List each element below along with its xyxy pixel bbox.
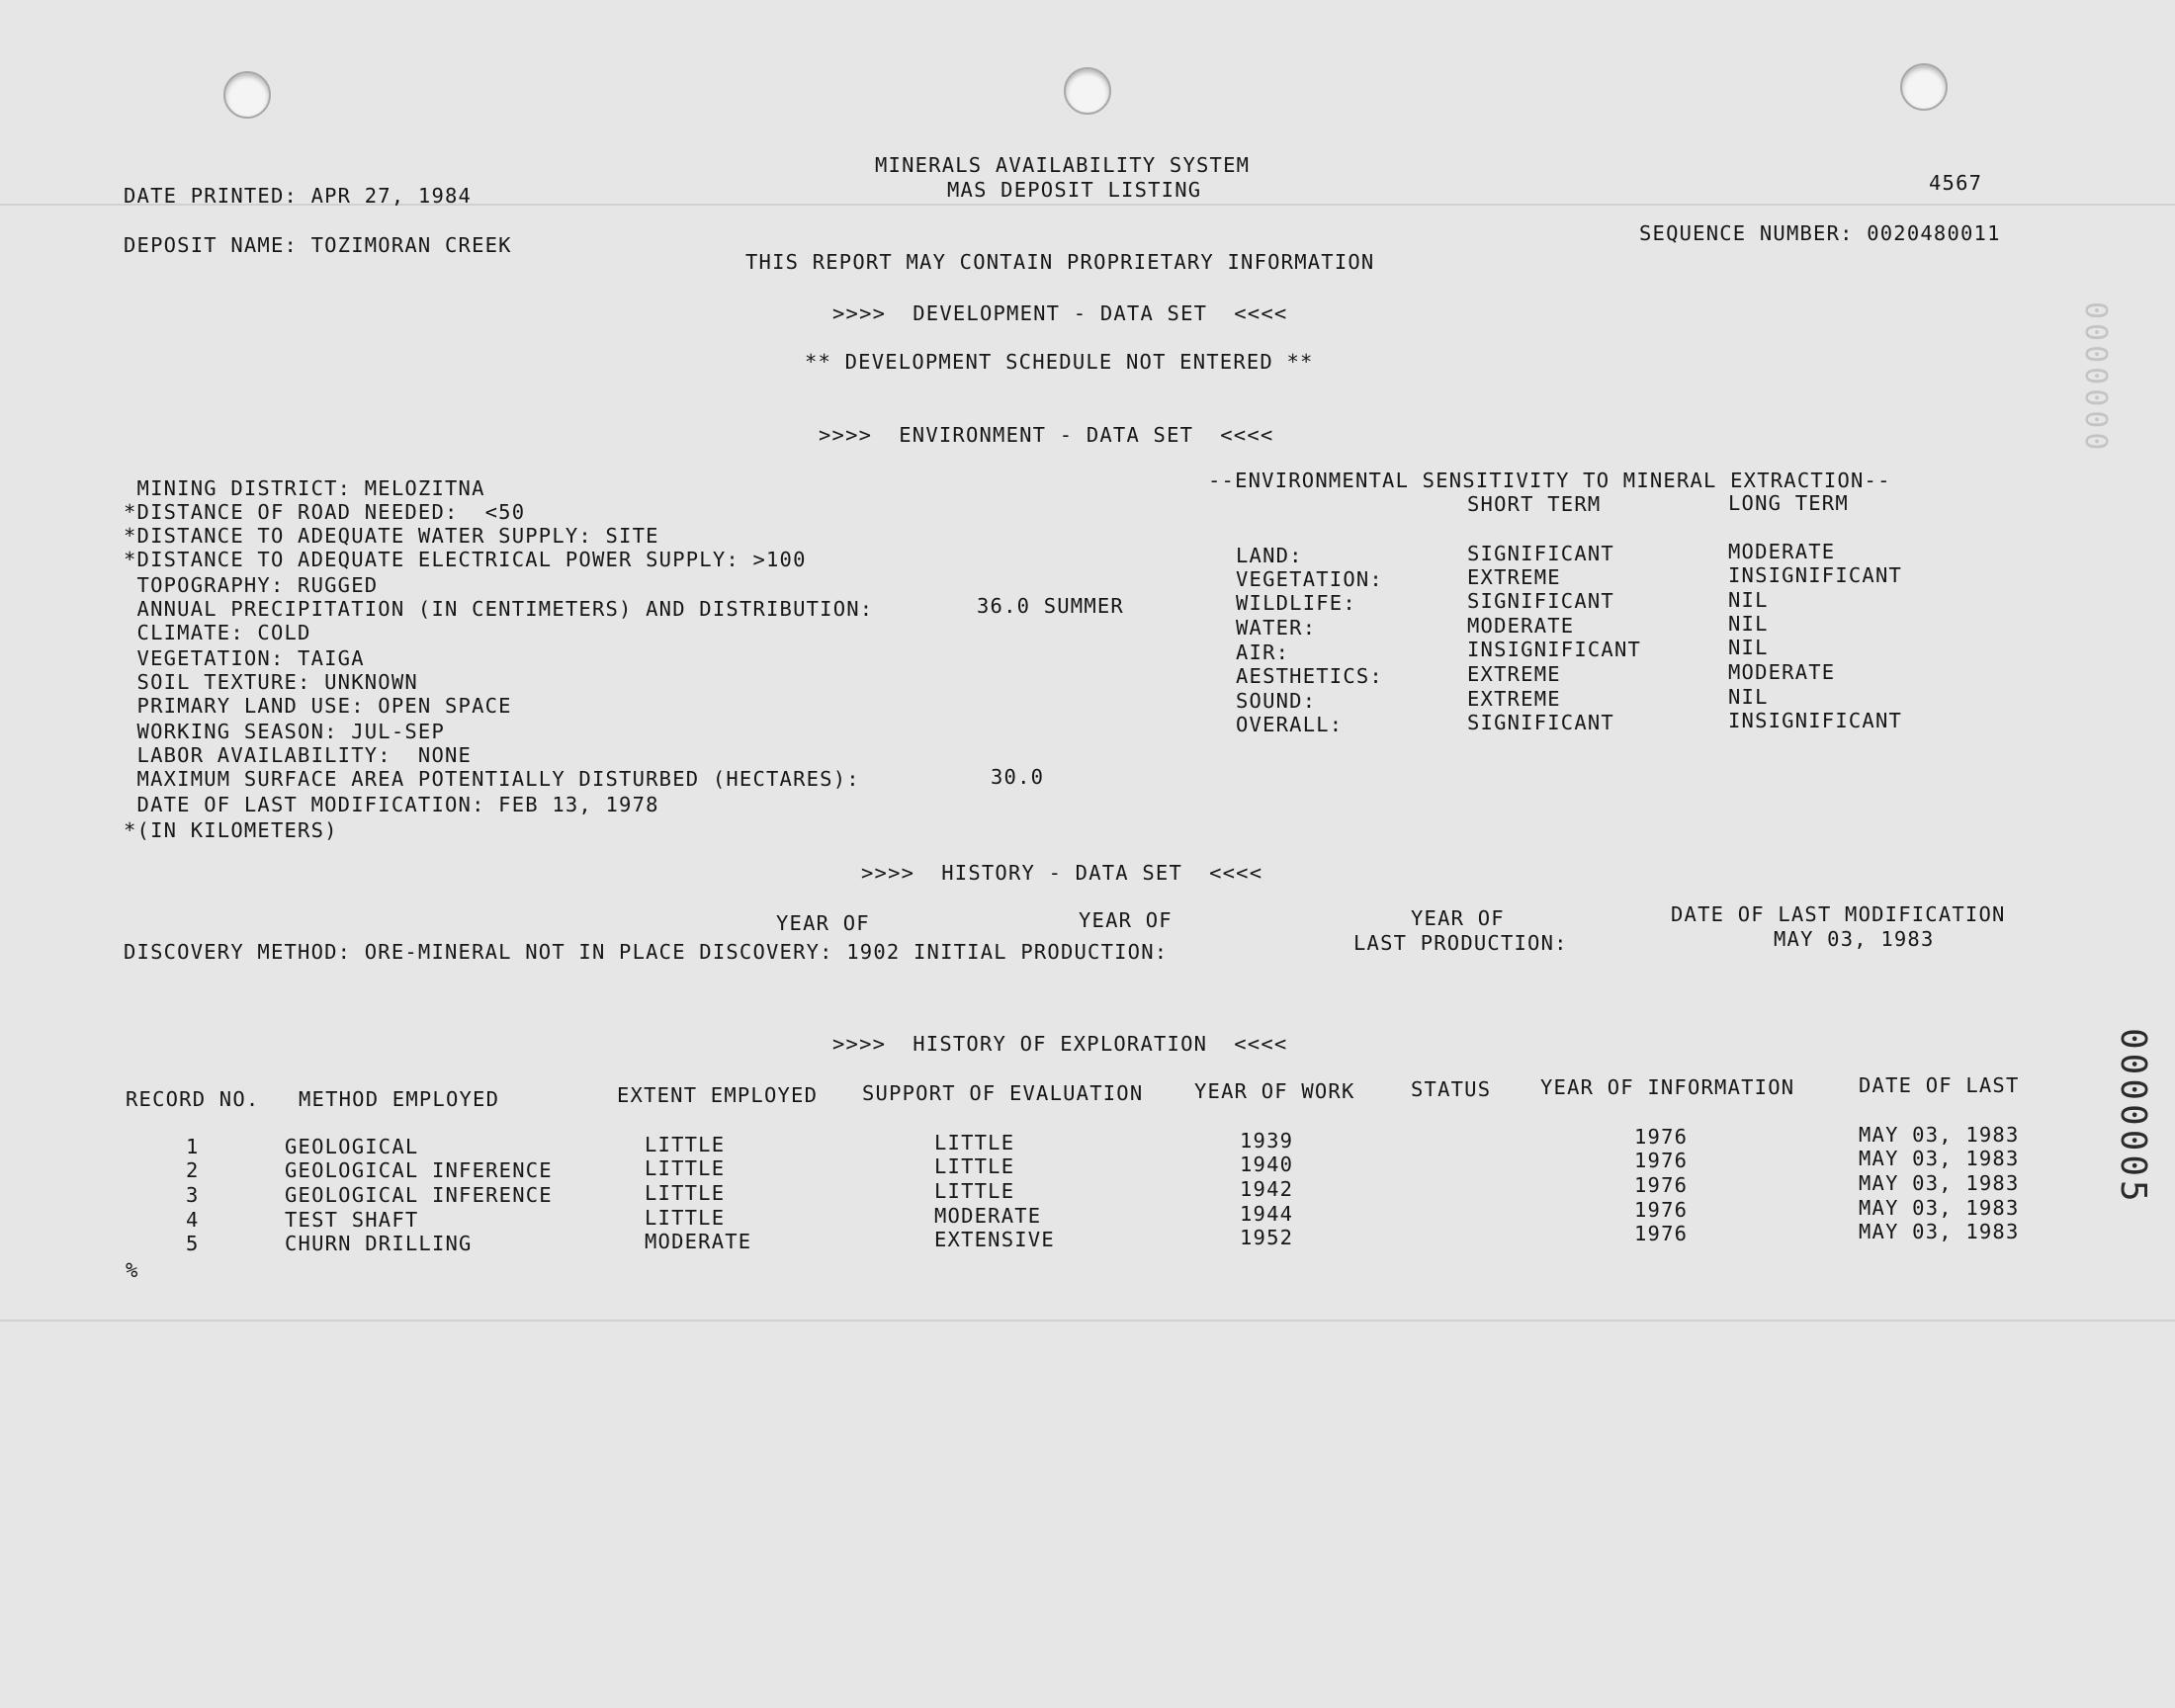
table-cell-info: 1976 — [1634, 1149, 1689, 1172]
environment-line: SOIL TEXTURE: UNKNOWN — [124, 670, 418, 694]
system-title: MINERALS AVAILABILITY SYSTEM — [875, 153, 1251, 177]
col-support: SUPPORT OF EVALUATION — [862, 1081, 1144, 1105]
year-of-initial-production-label: YEAR OF — [1079, 908, 1173, 932]
environment-line: CLIMATE: COLD — [124, 621, 311, 644]
sensitivity-label: VEGETATION: — [1236, 567, 1383, 591]
surface-area-value: 30.0 — [991, 765, 1045, 789]
col-year-work: YEAR OF WORK — [1194, 1079, 1355, 1103]
table-cell-no: 3 — [186, 1183, 200, 1207]
sensitivity-title: --ENVIRONMENTAL SENSITIVITY TO MINERAL EXTRACTION-- — [1208, 469, 1891, 492]
sensitivity-short: SIGNIFICANT — [1467, 711, 1614, 734]
table-cell-date: MAY 03, 1983 — [1859, 1147, 2020, 1170]
listing-title: MAS DEPOSIT LISTING — [947, 178, 1202, 202]
table-cell-method: GEOLOGICAL INFERENCE — [285, 1183, 553, 1207]
sensitivity-short: SIGNIFICANT — [1467, 589, 1614, 613]
margin-stamp-upper: 0000000 — [2078, 301, 2113, 455]
table-cell-extent: LITTLE — [645, 1156, 726, 1180]
sensitivity-label: AIR: — [1236, 640, 1290, 664]
deposit-name: DEPOSIT NAME: TOZIMORAN CREEK — [124, 233, 512, 257]
sensitivity-long: MODERATE — [1728, 660, 1836, 684]
sensitivity-long: MODERATE — [1728, 540, 1836, 563]
sensitivity-short: EXTREME — [1467, 662, 1561, 686]
table-cell-year: 1942 — [1240, 1177, 1294, 1201]
binder-hole-center — [1064, 67, 1111, 115]
environment-line: WORKING SEASON: JUL-SEP — [124, 720, 446, 743]
environment-line: PRIMARY LAND USE: OPEN SPACE — [124, 694, 512, 718]
col-record-no: RECORD NO. — [126, 1087, 260, 1111]
table-cell-method: CHURN DRILLING — [285, 1232, 473, 1255]
table-cell-support: MODERATE — [934, 1204, 1042, 1228]
sensitivity-short: EXTREME — [1467, 687, 1561, 711]
table-cell-info: 1976 — [1634, 1222, 1689, 1245]
table-cell-info: 1976 — [1634, 1198, 1689, 1222]
table-cell-method: GEOLOGICAL — [285, 1135, 419, 1158]
environment-line: *DISTANCE OF ROAD NEEDED: <50 — [124, 500, 526, 524]
sensitivity-short: EXTREME — [1467, 565, 1561, 589]
col-extent: EXTENT EMPLOYED — [617, 1083, 819, 1107]
table-cell-year: 1940 — [1240, 1153, 1294, 1176]
proprietary-notice: THIS REPORT MAY CONTAIN PROPRIETARY INFORMATION — [745, 250, 1375, 274]
binder-hole-right — [1900, 63, 1948, 111]
environment-line: *DISTANCE TO ADEQUATE WATER SUPPLY: SITE — [124, 524, 659, 548]
table-cell-support: LITTLE — [934, 1179, 1015, 1203]
table-cell-date: MAY 03, 1983 — [1859, 1171, 2020, 1195]
development-heading: >>>> DEVELOPMENT - DATA SET <<<< — [832, 301, 1288, 325]
table-cell-info: 1976 — [1634, 1173, 1689, 1197]
sensitivity-short: SIGNIFICANT — [1467, 542, 1614, 565]
table-cell-info: 1976 — [1634, 1125, 1689, 1149]
margin-stamp-lower: 0000005 — [2113, 1028, 2153, 1206]
sensitivity-label: LAND: — [1236, 544, 1303, 567]
col-date-last: DATE OF LAST — [1859, 1073, 2020, 1097]
discovery-line: DISCOVERY METHOD: ORE-MINERAL NOT IN PLACE DISCOVERY: 1902 INITIAL PRODUCTION: — [124, 940, 1169, 964]
sensitivity-short: MODERATE — [1467, 614, 1575, 638]
environment-line: VEGETATION: TAIGA — [124, 646, 365, 670]
table-cell-extent: LITTLE — [645, 1133, 726, 1156]
sensitivity-long: NIL — [1728, 685, 1769, 709]
sensitivity-label: OVERALL: — [1236, 713, 1344, 736]
environment-line: *DISTANCE TO ADEQUATE ELECTRICAL POWER SUPPLY: >100 — [124, 548, 807, 571]
environment-line: *(IN KILOMETERS) — [124, 818, 338, 842]
history-heading: >>>> HISTORY - DATA SET <<<< — [861, 861, 1263, 885]
table-cell-no: 5 — [186, 1232, 200, 1255]
sensitivity-long: INSIGNIFICANT — [1728, 709, 1903, 732]
table-cell-method: TEST SHAFT — [285, 1208, 419, 1232]
sensitivity-long: INSIGNIFICANT — [1728, 563, 1903, 587]
end-mark: % — [126, 1258, 139, 1282]
sensitivity-short: INSIGNIFICANT — [1467, 638, 1642, 661]
short-term-header: SHORT TERM — [1467, 492, 1602, 516]
sensitivity-long: NIL — [1728, 588, 1769, 612]
precipitation-value: 36.0 SUMMER — [977, 594, 1124, 618]
table-cell-method: GEOLOGICAL INFERENCE — [285, 1158, 553, 1182]
table-cell-year: 1944 — [1240, 1202, 1294, 1226]
year-of-last-production-label: YEAR OF — [1411, 906, 1505, 930]
table-cell-no: 1 — [186, 1135, 200, 1158]
table-cell-date: MAY 03, 1983 — [1859, 1196, 2020, 1220]
table-cell-year: 1939 — [1240, 1129, 1294, 1153]
sequence-number: SEQUENCE NUMBER: 0020480011 — [1639, 221, 2001, 245]
environment-line: MINING DISTRICT: MELOZITNA — [124, 476, 485, 500]
table-cell-support: LITTLE — [934, 1154, 1015, 1178]
year-of-discovery-label: YEAR OF — [776, 911, 870, 935]
long-term-header: LONG TERM — [1728, 491, 1849, 515]
table-cell-date: MAY 03, 1983 — [1859, 1123, 2020, 1147]
table-cell-support: LITTLE — [934, 1131, 1015, 1154]
table-cell-extent: MODERATE — [645, 1230, 752, 1253]
col-method: METHOD EMPLOYED — [299, 1087, 500, 1111]
date-last-modification-value: MAY 03, 1983 — [1774, 927, 1935, 951]
environment-heading: >>>> ENVIRONMENT - DATA SET <<<< — [819, 423, 1274, 447]
environment-line: LABOR AVAILABILITY: NONE — [124, 743, 473, 767]
table-cell-date: MAY 03, 1983 — [1859, 1220, 2020, 1243]
col-status: STATUS — [1411, 1077, 1492, 1101]
last-production-label: LAST PRODUCTION: — [1353, 931, 1568, 955]
table-cell-no: 2 — [186, 1158, 200, 1182]
environment-line: ANNUAL PRECIPITATION (IN CENTIMETERS) AND DISTRIBUTION: — [124, 597, 874, 621]
sensitivity-label: AESTHETICS: — [1236, 664, 1383, 688]
table-cell-support: EXTENSIVE — [934, 1228, 1055, 1251]
sensitivity-label: WILDLIFE: — [1236, 591, 1356, 615]
environment-line: MAXIMUM SURFACE AREA POTENTIALLY DISTURBED (HECTARES): — [124, 767, 860, 791]
binder-hole-left — [223, 71, 271, 119]
table-cell-extent: LITTLE — [645, 1181, 726, 1205]
exploration-heading: >>>> HISTORY OF EXPLORATION <<<< — [832, 1032, 1288, 1056]
perforation-line — [0, 1320, 2175, 1322]
col-year-info: YEAR OF INFORMATION — [1540, 1075, 1795, 1099]
development-note: ** DEVELOPMENT SCHEDULE NOT ENTERED ** — [805, 350, 1314, 374]
sensitivity-long: NIL — [1728, 636, 1769, 659]
page-number: 4567 — [1929, 171, 1983, 195]
environment-line: TOPOGRAPHY: RUGGED — [124, 573, 379, 597]
sensitivity-long: NIL — [1728, 612, 1769, 636]
table-cell-extent: LITTLE — [645, 1206, 726, 1230]
table-cell-no: 4 — [186, 1208, 200, 1232]
table-cell-year: 1952 — [1240, 1226, 1294, 1249]
sensitivity-label: WATER: — [1236, 616, 1317, 640]
date-last-modification-label: DATE OF LAST MODIFICATION — [1671, 902, 2006, 926]
sensitivity-label: SOUND: — [1236, 689, 1317, 713]
environment-line: DATE OF LAST MODIFICATION: FEB 13, 1978 — [124, 793, 659, 816]
date-printed: DATE PRINTED: APR 27, 1984 — [124, 184, 473, 208]
